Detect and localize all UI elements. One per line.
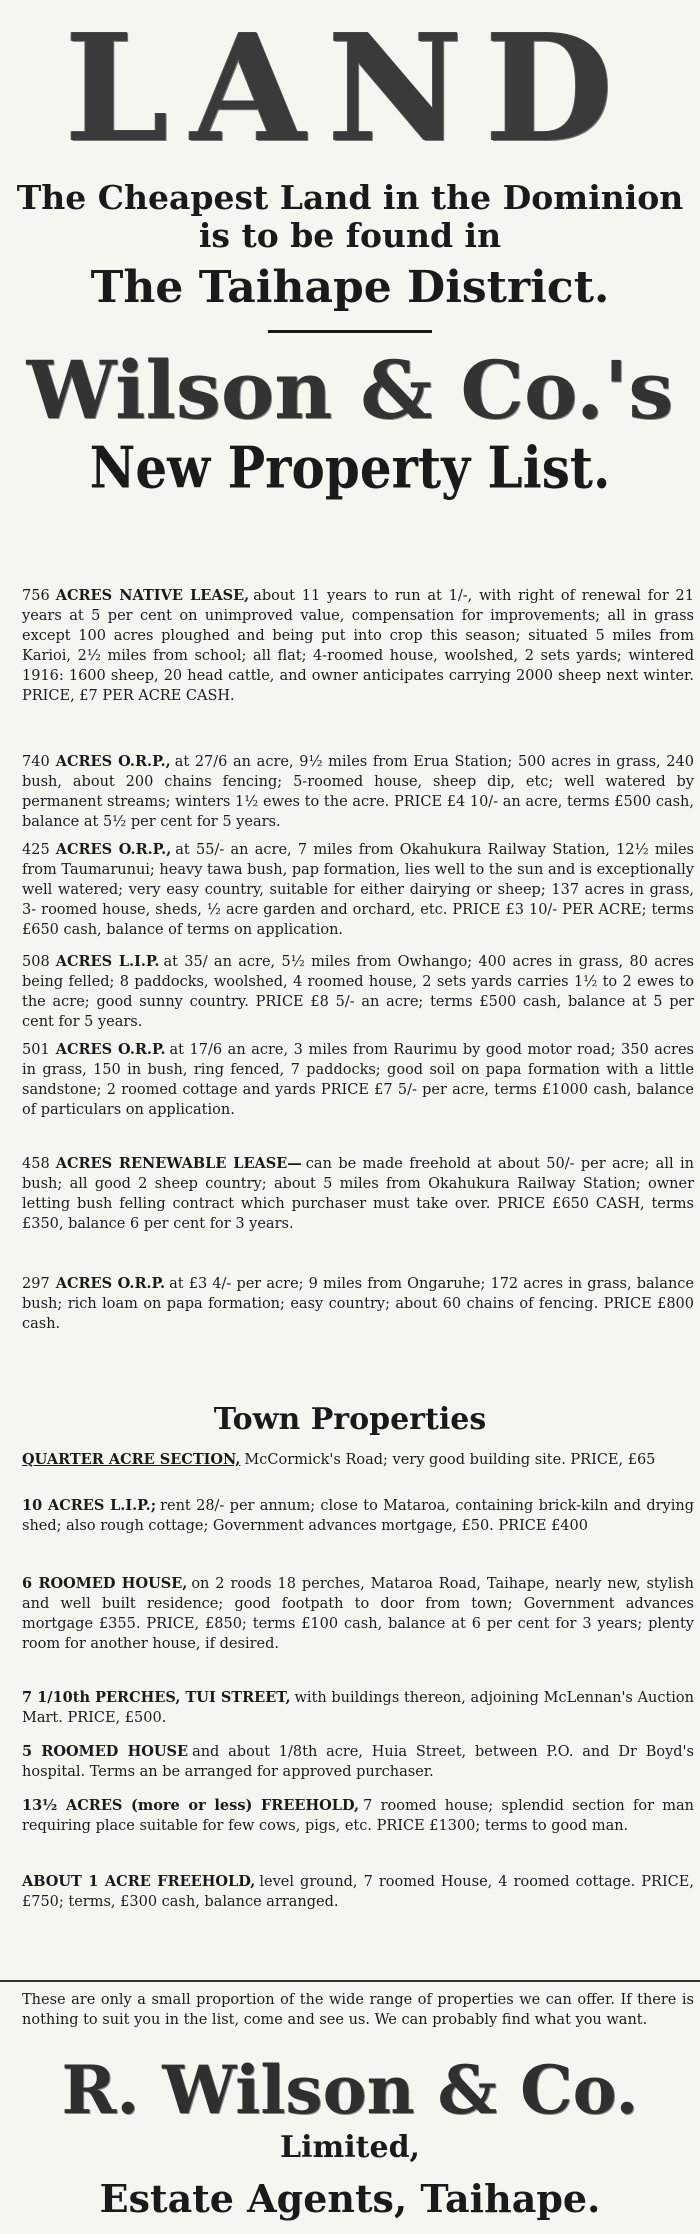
- firm-heading: Wilson & Co.'s: [26, 343, 674, 437]
- town-item-headline: 5 ROOMED HOUSE: [22, 1743, 189, 1760]
- listing-item: [22, 1154, 694, 1234]
- listing-ref: 425: [22, 842, 50, 858]
- listing-headline: ACRES O.R.P.: [55, 1275, 166, 1292]
- town-item-text: on 2 roods 18 perches, Mataroa Road, Taihape, nearly new, stylish and well built residence; good footpath to door from town; Government advances mortgage £355. PRICE, £850; terms £100 cash, balance at 6 per cent for 3 years; plenty room for another house, if desired.: [22, 1576, 694, 1652]
- town-item-text: level ground, 7 roomed House, 4 roomed cottage. PRICE, £750; terms, £300 cash, balance arranged.: [22, 1874, 694, 1910]
- town-item-headline: 6 ROOMED HOUSE,: [22, 1575, 188, 1592]
- town-properties-heading: Town Properties: [213, 1402, 487, 1437]
- listing-ref: 458: [22, 1156, 50, 1172]
- firm-limited: Limited,: [280, 2130, 420, 2165]
- town-item: [22, 1574, 694, 1654]
- tagline-line-2: is to be found in: [198, 216, 502, 255]
- listing-headline: ACRES O.R.P.,: [55, 841, 172, 858]
- town-item-text: with buildings thereon, adjoining McLennan's Auction Mart. PRICE, £500.: [22, 1690, 694, 1726]
- main-title: LAND: [64, 1, 636, 175]
- listing-item: [22, 752, 694, 832]
- listing-ref: 756: [22, 588, 50, 604]
- listing-item: [22, 840, 694, 940]
- town-item-text: 7 roomed house; splendid section for man requiring place suitable for few cows, pigs, etc. PRICE £1300; terms to good man.: [22, 1798, 694, 1834]
- listing-headline: ACRES O.R.P.: [55, 1041, 166, 1058]
- town-item: [22, 1450, 694, 1470]
- listing-ref: 501: [22, 1042, 50, 1058]
- town-item: [22, 1496, 694, 1536]
- listing-headline: ACRES L.I.P.: [55, 953, 160, 970]
- listing-headline: ACRES RENEWABLE LEASE—: [55, 1155, 302, 1172]
- closing-paragraph: These are only a small proportion of the wide range of properties we can offer. If there is nothing to suit you in the list, come and see us. We can probably find what you want.: [22, 1992, 694, 2028]
- town-item-text: rent 28/- per annum; close to Mataroa, containing brick-kiln and drying shed; also rough cottage; Government advances mortgage, £50. PRICE £400: [22, 1498, 694, 1534]
- listing-text: at 35/ an acre, 5½ miles from Owhango; 400 acres in grass, 80 acres being felled; 8 paddocks, woolshed, 4 roomed house, 2 sets yards carries 1½ to 2 ewes to the acre; good sunny country. PRICE £8 5/- an acre; terms £500 cash, balance at 5 per cent for 5 years.: [22, 954, 694, 1030]
- listing-text: at 17/6 an acre, 3 miles from Raurimu by good motor road; 350 acres in grass, 150 in bush, ring fenced, 7 paddocks; good soil on papa formation with a little sandstone; 2 roomed cottage and yards PRICE £7 5/- per acre, terms £1000 cash, balance of particulars on application.: [22, 1042, 694, 1118]
- town-item: [22, 1872, 694, 1912]
- listing-text: at 55/- an acre, 7 miles from Okahukura Railway Station, 12½ miles from Taumarunui; heavy tawa bush, pap formation, lies well to the sun and is exceptionally well watered; very easy country, suitable for either dairying or sheep; 137 acres in grass, 3- roomed house, sheds, ½ acre garden and orchard, etc. PRICE £3 10/- PER ACRE; terms £650 cash, balance of terms on application.: [22, 842, 694, 938]
- listing-text: at £3 4/- per acre; 9 miles from Ongaruhe; 172 acres in grass, balance bush; rich loam on papa formation; easy country; about 60 chains of fencing. PRICE £800 cash.: [22, 1276, 694, 1332]
- town-item-headline: QUARTER ACRE SECTION,: [22, 1451, 241, 1468]
- listing-item: [22, 1040, 694, 1120]
- listing-item: [22, 952, 694, 1032]
- tagline-line-1: The Cheapest Land in the Dominion: [16, 178, 684, 217]
- town-item: [22, 1742, 694, 1782]
- town-item-headline: 7 1/10th PERCHES, TUI STREET,: [22, 1689, 291, 1706]
- firm-name: R. Wilson & Co.: [61, 2051, 639, 2129]
- listing-headline: ACRES O.R.P.,: [55, 753, 171, 770]
- listing-text: at 27/6 an acre, 9½ miles from Erua Station; 500 acres in grass, 240 bush, about 200 chains fencing; 5-roomed house, sheep dip, etc; well watered by permanent streams; winters 1½ ewes to the acre. PRICE £4 10/- an acre, terms £500 cash, balance at 5½ per cent for 5 years.: [22, 754, 694, 830]
- listing-headline: ACRES NATIVE LEASE,: [55, 587, 250, 604]
- listing-text: can be made freehold at about 50/- per acre; all in bush; all good 2 sheep country; about 5 miles from Okahukura Railway Station; owner letting bush felling contract which purchaser must take over. PRICE £650 CASH, terms £350, balance 6 per cent for 3 years.: [22, 1156, 694, 1232]
- town-item-headline: 13½ ACRES (more or less) FREEHOLD,: [22, 1797, 360, 1814]
- listing-ref: 740: [22, 754, 50, 770]
- list-subtitle: New Property List.: [89, 433, 611, 502]
- town-item-headline: ABOUT 1 ACRE FREEHOLD,: [22, 1873, 256, 1890]
- listing-item: [22, 586, 694, 706]
- town-item-headline: 10 ACRES L.I.P.;: [22, 1497, 157, 1514]
- town-item: [22, 1688, 694, 1728]
- town-item-text: McCormick's Road; very good building site. PRICE, £65: [244, 1452, 656, 1468]
- listing-ref: 508: [22, 954, 50, 970]
- firm-agents: Estate Agents, Taihape.: [99, 2176, 601, 2221]
- listing-item: [22, 1274, 694, 1334]
- header-divider: [268, 330, 432, 333]
- listing-ref: 297: [22, 1276, 50, 1292]
- listing-text: about 11 years to run at 1/-, with right of renewal for 21 years at 5 per cent on unimproved value, compensation for improvements; all in grass except 100 acres ploughed and being put into crop this season; situated 5 miles from Karioi, 2½ miles from school; all flat; 4-roomed house, woolshed, 2 sets yards; wintered 1916: 1600 sheep, 20 head cattle, and owner anticipates carrying 2000 sheep next winter. PRICE, £7 PER ACRE CASH.: [22, 588, 694, 704]
- district-heading: The Taihape District.: [90, 262, 610, 313]
- town-item: [22, 1796, 694, 1836]
- footer-divider: [0, 1980, 700, 1982]
- town-item-text: and about 1/8th acre, Huia Street, between P.O. and Dr Boyd's hospital. Terms an be arranged for approved purchaser.: [22, 1744, 694, 1780]
